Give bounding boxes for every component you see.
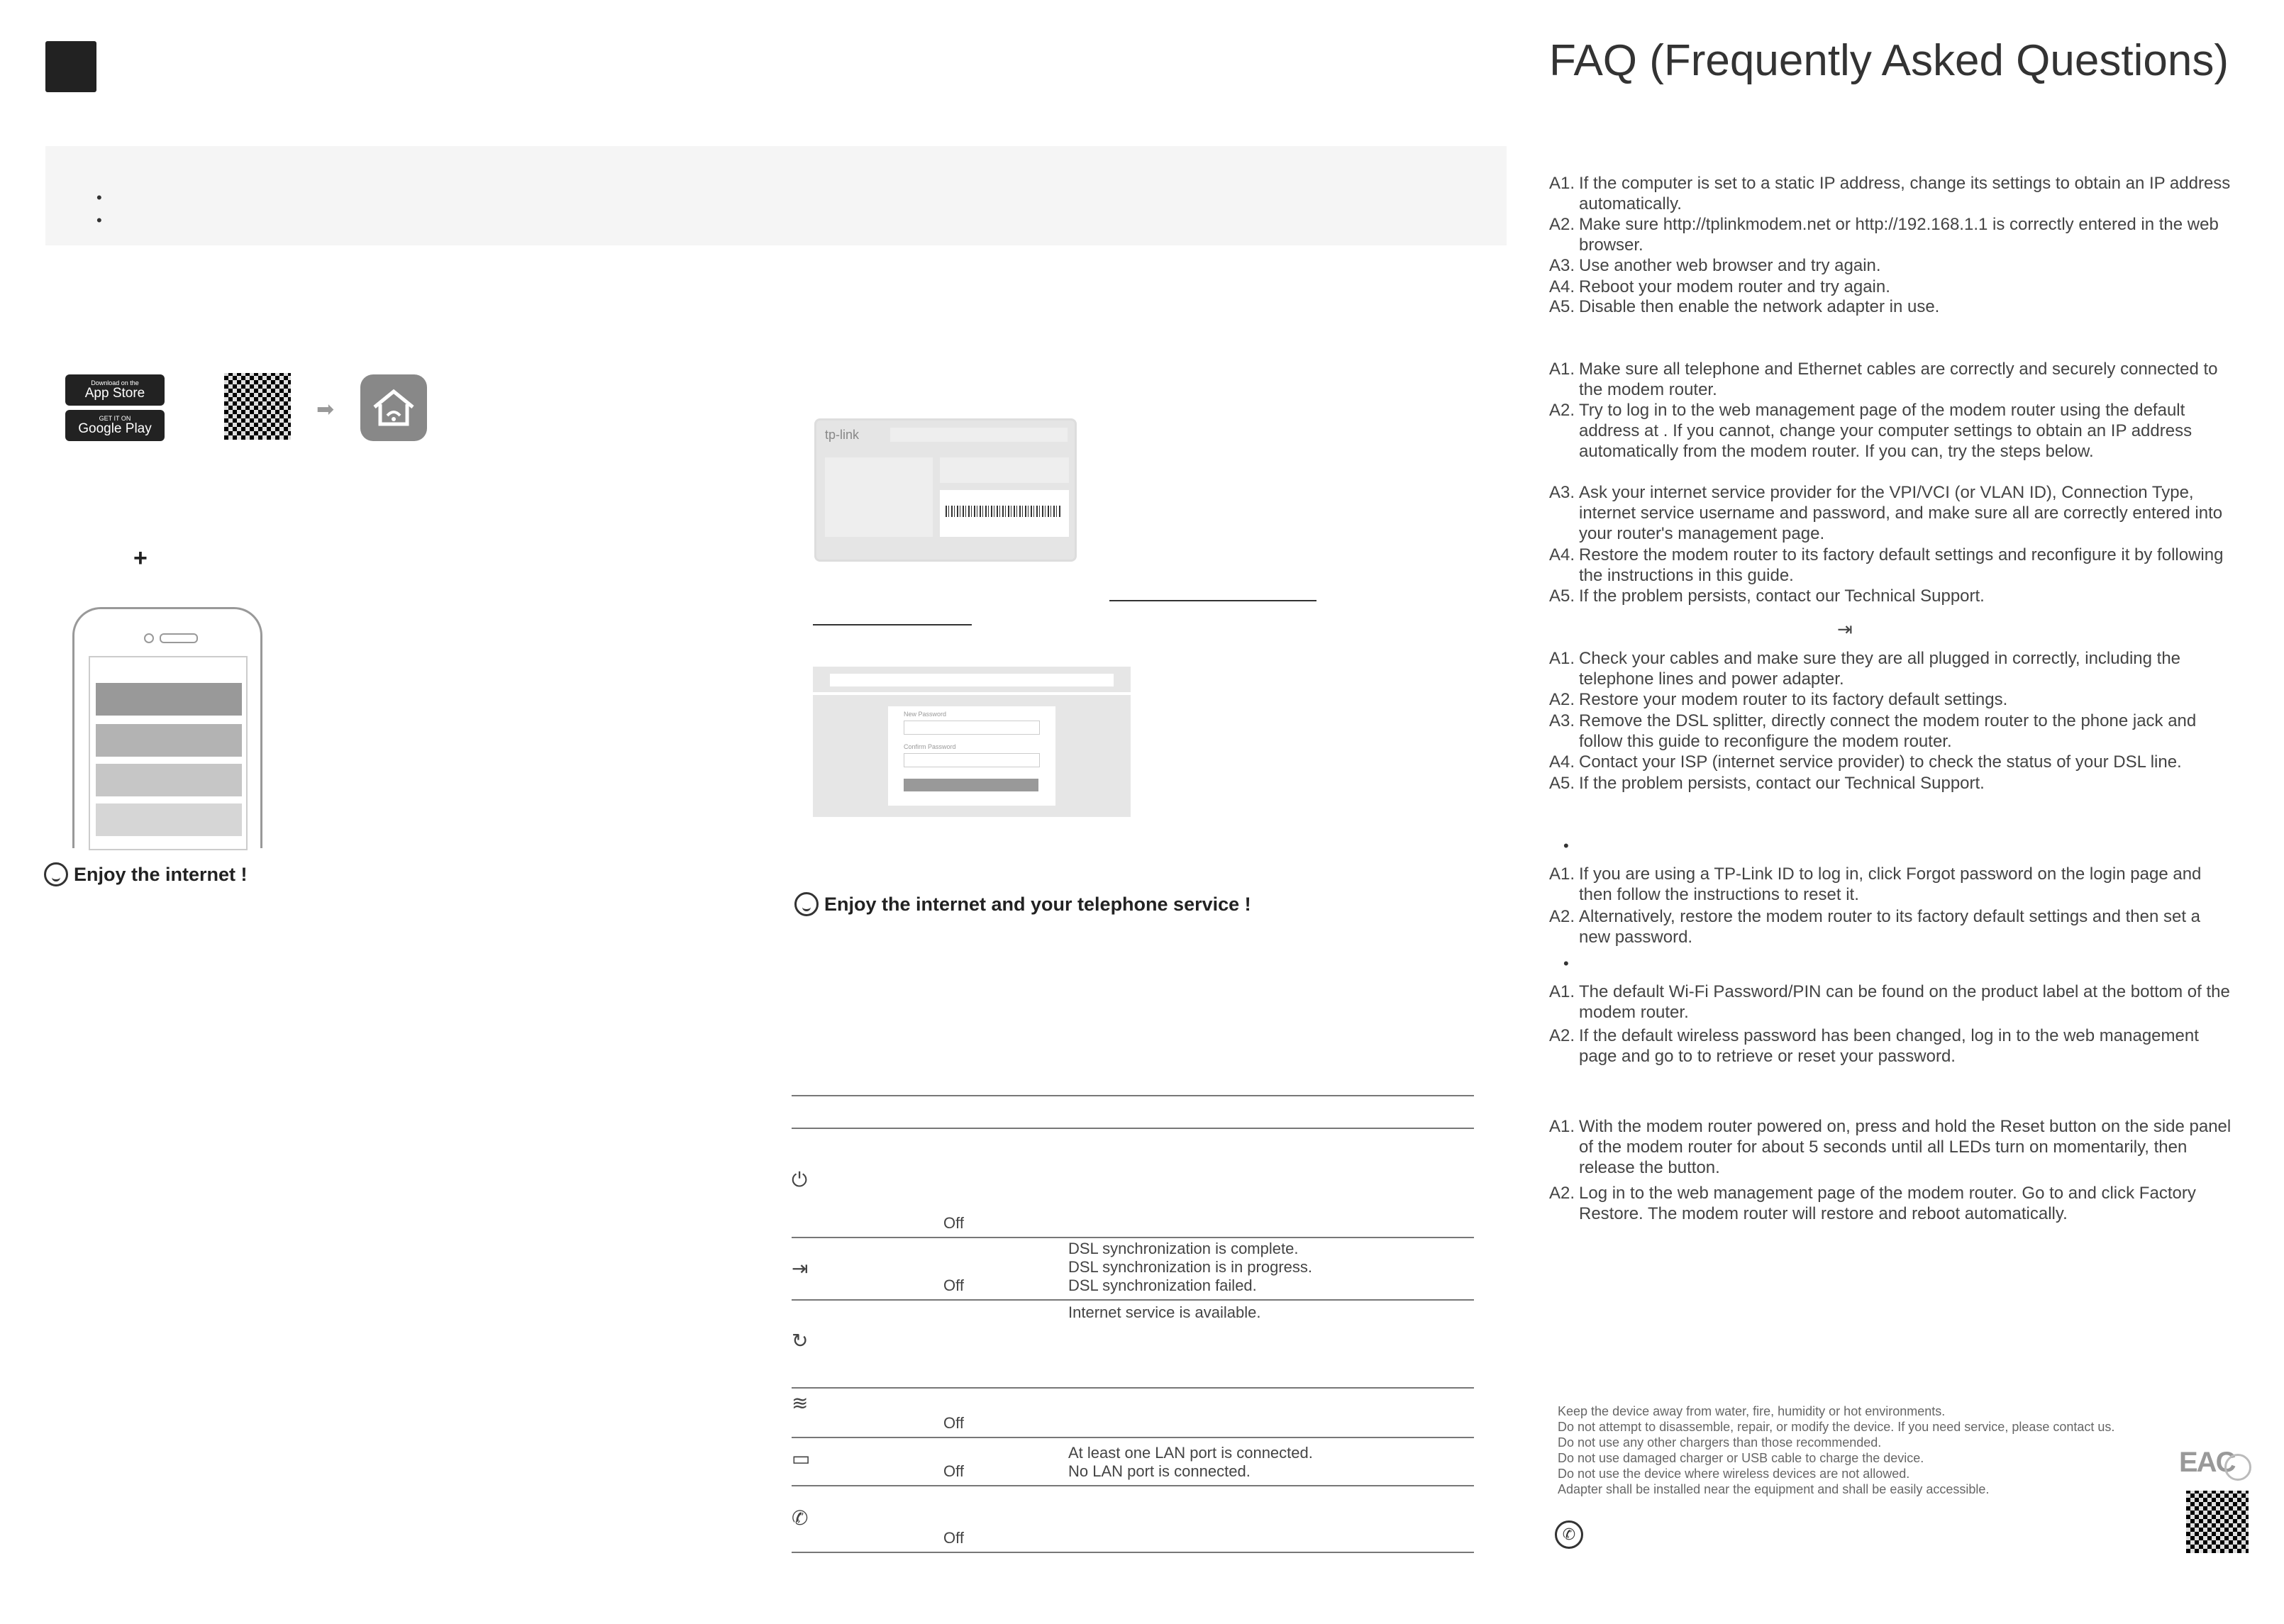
barcode — [946, 506, 1062, 517]
smile-icon — [44, 862, 68, 886]
dsl-icon: ⇥ — [1837, 618, 1853, 640]
faq-bullet: • — [1563, 955, 1569, 972]
led-off-label: Off — [943, 1277, 964, 1294]
note-bullet-1: • — [96, 189, 102, 206]
faq-answer: A5. If the problem persists, contact our Technical Support. — [1549, 586, 1985, 606]
led-off-label: Off — [943, 1462, 964, 1480]
faq-answer: A2. Alternatively, restore the modem router to its factory default settings and then set a new password. — [1549, 907, 2200, 947]
led-row-divider — [792, 1299, 1474, 1301]
phone-screen — [89, 656, 248, 850]
dsl-status-text: DSL synchronization failed. — [1068, 1277, 1257, 1294]
app-store-small-label: Download on the — [91, 379, 139, 386]
phone-icon: ✆ — [792, 1507, 809, 1529]
faq-answer: A1. The default Wi-Fi Password/PIN can be found on the product label at the bottom of the modem router. — [1549, 982, 2230, 1022]
enjoy-internet-label — [44, 862, 248, 886]
device-list-item[interactable] — [96, 683, 242, 716]
device-list-item[interactable] — [96, 803, 242, 836]
support-qr-code — [2186, 1491, 2249, 1553]
password-setup-mockup — [813, 667, 1131, 817]
led-row-divider — [792, 1437, 1474, 1438]
faq-answer: A1. If the computer is set to a static IP address, change its settings to obtain an IP address automatically. — [1549, 174, 2231, 213]
faq-answer: A1. Check your cables and make sure they are all plugged in correctly, including the telephone lines and power adapter. — [1549, 649, 2181, 689]
new-password-input[interactable] — [904, 721, 1040, 735]
enjoy-internet-phone-text: Enjoy the internet and your telephone service ! — [824, 893, 1251, 915]
browser-address-bar — [890, 428, 1068, 442]
faq-bullet: • — [1563, 837, 1569, 855]
internet-icon: ↻ — [792, 1330, 809, 1352]
enjoy-internet-text: Enjoy the internet ! — [74, 863, 248, 885]
eac-mark: EAC — [2179, 1447, 2235, 1478]
device-list-item[interactable] — [96, 724, 242, 757]
plus-sign: + — [133, 545, 148, 572]
google-play-label: Google Play — [78, 421, 152, 436]
dsl-status-text: DSL synchronization is complete. — [1068, 1240, 1299, 1257]
confirm-password-label: Confirm Password — [904, 743, 956, 750]
google-play-button[interactable] — [65, 410, 165, 441]
password-form — [888, 706, 1055, 806]
safety-line: Do not use any other chargers than those recommended. — [1558, 1435, 1882, 1450]
browser-divider — [813, 692, 1131, 695]
enjoy-internet-phone-label — [794, 892, 1251, 916]
note-bullet-2: • — [96, 211, 102, 229]
faq-answer: A1. Make sure all telephone and Ethernet cables are correctly and securely connected to the modem router. — [1549, 360, 2218, 399]
led-row-divider — [792, 1237, 1474, 1238]
led-row-divider — [792, 1485, 1474, 1486]
phone-support-icon: ✆ — [1555, 1520, 1583, 1549]
tp-link-logo: tp-link — [825, 428, 860, 442]
app-store-label: App Store — [84, 386, 145, 401]
safety-line: Do not use damaged charger or USB cable to charge the device. — [1558, 1451, 1924, 1465]
tether-app-icon — [360, 374, 427, 441]
brand-logo-square — [45, 41, 96, 92]
faq-answer: A3. Ask your internet service provider for the VPI/VCI (or VLAN ID), Connection Type, internet service username and password, and make sure all are correctly entered into your router's management page. — [1549, 483, 2223, 543]
lan-status-text: At least one LAN port is connected. — [1068, 1444, 1313, 1462]
app-store-button[interactable] — [65, 374, 165, 406]
save-button[interactable] — [904, 779, 1038, 791]
dsl-status-text: DSL synchronization is in progress. — [1068, 1258, 1313, 1276]
google-play-small-label: GET IT ON — [99, 415, 131, 422]
faq-answer: A3. Use another web browser and try again. — [1549, 256, 1881, 275]
faq-answer: A2.Log in to the web management page of the modem router. Go to and click Factory Restore. The modem router will restore and reboot automatically. — [1549, 1184, 2196, 1223]
faq-answer: A4. Reboot your modem router and try again. — [1549, 277, 1890, 296]
confirm-password-input[interactable] — [904, 753, 1040, 767]
lan-status-text: No LAN port is connected. — [1068, 1462, 1251, 1480]
led-table-top-line — [792, 1095, 1474, 1096]
faq-answer: A4. Restore the modem router to its factory default settings and reconfigure it by following the instructions in this guide. — [1549, 545, 2224, 585]
power-icon: ⏻ — [792, 1169, 808, 1191]
wifi-icon: ≋ — [792, 1392, 809, 1414]
faq-answer: A5. Disable then enable the network adapter in use. — [1549, 297, 1940, 316]
phone-speaker — [160, 633, 198, 643]
safety-line: Keep the device away from water, fire, humidity or hot environments. — [1558, 1404, 1946, 1418]
faq-answer: A5. If the problem persists, contact our Technical Support. — [1549, 774, 1985, 793]
led-row-divider — [792, 1387, 1474, 1389]
faq-answer: A2. Try to log in to the web management page of the modem router using the default address at . If you cannot, change your computer settings to obtain an IP address automatically from the modem router. If you can, try the steps below. — [1549, 401, 2192, 461]
browser-panel-top — [940, 457, 1069, 483]
safety-line: Do not attempt to disassemble, repair, or modify the device. If you need service, please contact us. — [1558, 1420, 2115, 1434]
label-sticker — [940, 490, 1069, 537]
phone-camera — [144, 633, 154, 643]
note-band — [45, 146, 1507, 245]
underline-field — [1109, 600, 1316, 601]
led-table-header-line — [792, 1128, 1474, 1129]
device-list-item[interactable] — [96, 764, 242, 796]
phone-mockup — [72, 607, 262, 848]
faq-answer: A4. Contact your ISP (internet service provider) to check the status of your DSL line. — [1549, 752, 2182, 772]
faq-title: FAQ (Frequently Asked Questions) — [1549, 36, 2229, 85]
underline-field — [813, 624, 972, 625]
safety-line: Do not use the device where wireless devices are not allowed. — [1558, 1467, 1910, 1481]
smile-icon — [794, 892, 819, 916]
led-off-label: Off — [943, 1414, 964, 1432]
faq-answer: A1. If you are using a TP-Link ID to log in, click Forgot password on the login page and then follow the instructions to reset it. — [1549, 864, 2202, 904]
new-password-label: New Password — [904, 711, 947, 718]
faq-answer: A2. If the default wireless password has been changed, log in to the web management page and go to to retrieve or reset your password. — [1549, 1026, 2199, 1066]
arrow-right-icon: ➡ — [316, 398, 335, 421]
faq-answer: A2. Restore your modem router to its factory default settings. — [1549, 690, 2008, 709]
app-qr-code — [224, 373, 291, 440]
browser-login-mockup — [814, 418, 1077, 562]
lan-icon: ▭ — [792, 1447, 811, 1469]
browser-address-bar — [830, 674, 1114, 686]
led-table-bottom-line — [792, 1552, 1474, 1553]
led-off-label: Off — [943, 1214, 964, 1232]
led-off-label: Off — [943, 1529, 964, 1547]
safety-line: Adapter shall be installed near the equipment and shall be easily accessible. — [1558, 1482, 1990, 1496]
dsl-icon: ⇥ — [792, 1257, 809, 1279]
internet-status-text: Internet service is available. — [1068, 1303, 1261, 1321]
faq-answer: A1. With the modem router powered on, press and hold the Reset button on the side panel of the modem router for about 5 seconds until all LEDs turn on momentarily, then release the button. — [1549, 1117, 2232, 1177]
browser-panel-left — [825, 457, 933, 537]
faq-answer: A2. Make sure http://tplinkmodem.net or http://192.168.1.1 is correctly entered in the web browser. — [1549, 215, 2219, 255]
certification-icon — [2224, 1454, 2251, 1481]
faq-answer: A3. Remove the DSL splitter, directly connect the modem router to the phone jack and follow this guide to reconfigure the modem router. — [1549, 711, 2197, 751]
